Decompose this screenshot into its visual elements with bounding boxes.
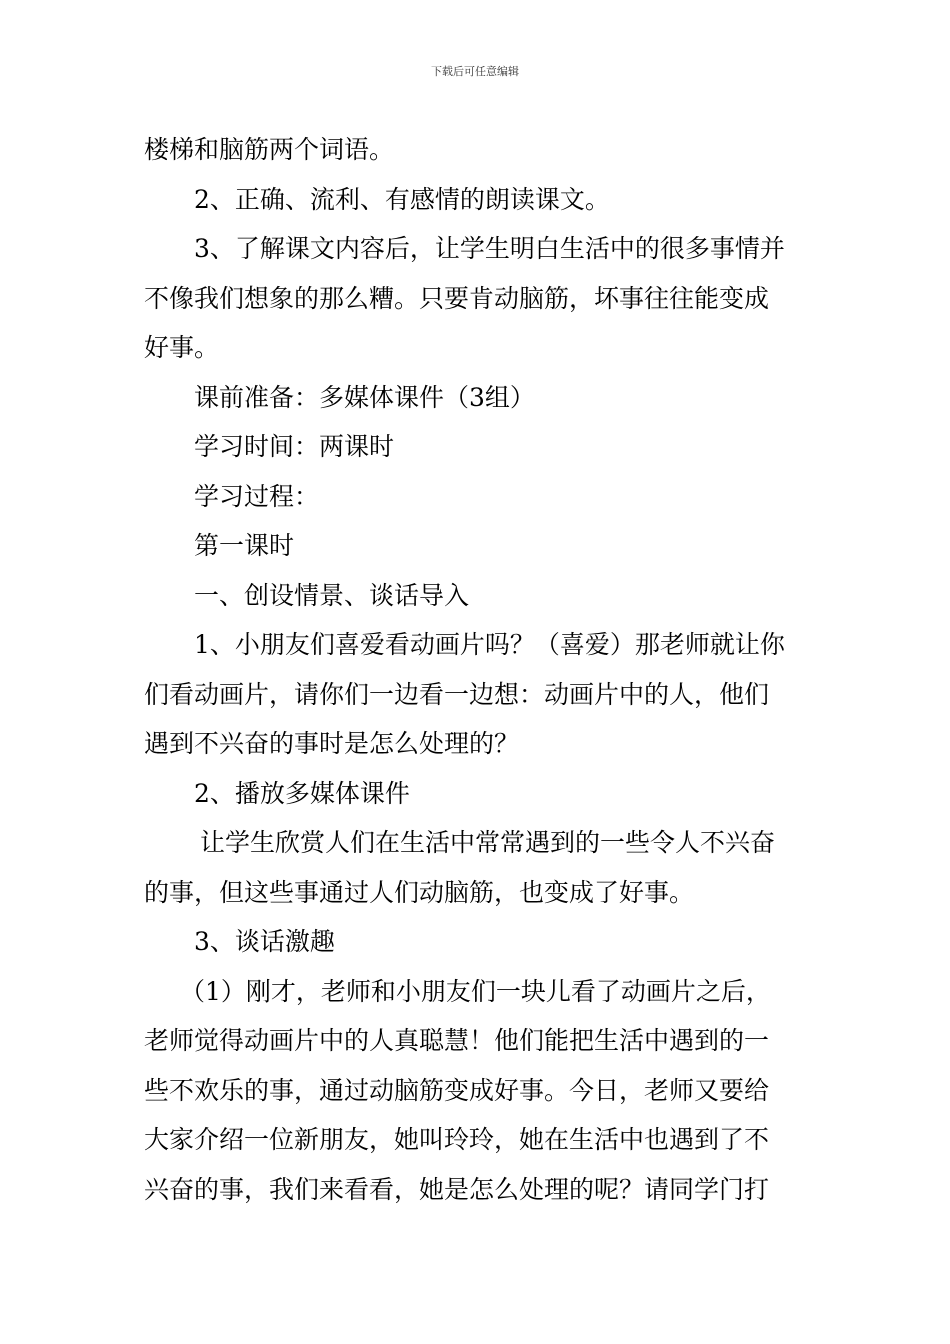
text-line: 些不欢乐的事，通过动脑筋变成好事。今日，老师又要给 (144, 1075, 770, 1105)
text-line: 楼梯和脑筋两个词语。 (144, 135, 395, 164)
text-line: 大家介绍一位新朋友，她叫玲玲，她在生活中也遇到了不 (144, 1125, 770, 1154)
section-heading: 第一课时 (194, 531, 295, 560)
text-line: 1、小朋友们喜爱看动画片吗？（喜爱）那老师就让你 (194, 630, 785, 659)
text-line: 老师觉得动画片中的人真聪慧！他们能把生活中遇到的一 (144, 1026, 770, 1055)
text-line: 兴奋的事，我们来看看，她是怎么处理的呢？请同学门打 (144, 1174, 770, 1204)
text-line: 2、正确、流利、有感情的朗读课文。 (194, 184, 610, 214)
text-line: 的事，但这些事通过人们动脑筋，也变成了好事。 (144, 877, 695, 907)
text-line: （1）刚才，老师和小朋友们一块儿看了动画片之后， (180, 976, 771, 1006)
text-line: 学习时间：两课时 (194, 432, 395, 461)
text-line: 3、了解课文内容后，让学生明白生活中的很多事情并 (194, 234, 785, 263)
text-line: 不像我们想象的那么糟。只要肯动脑筋，坏事往往能变成 (144, 283, 770, 313)
page-header: 下载后可任意编辑 (431, 65, 519, 78)
text-line: 好事。 (144, 333, 220, 362)
document-body (144, 125, 808, 1214)
text-line: 遇到不兴奋的事时是怎么处理的？ (144, 729, 520, 758)
text-line: 让学生欣赏人们在生活中常常遇到的一些令人不兴奋 (200, 828, 776, 857)
text-line: 学习过程： (194, 481, 320, 511)
text-line: 课前准备：多媒体课件（3组） (194, 382, 535, 412)
text-line: 2、播放多媒体课件 (194, 778, 410, 808)
text-line: 们看动画片，请你们一边看一边想：动画片中的人，他们 (144, 679, 770, 709)
text-line: 3、谈话激趣 (194, 927, 335, 956)
section-heading: 一、创设情景、谈话导入 (194, 580, 470, 610)
